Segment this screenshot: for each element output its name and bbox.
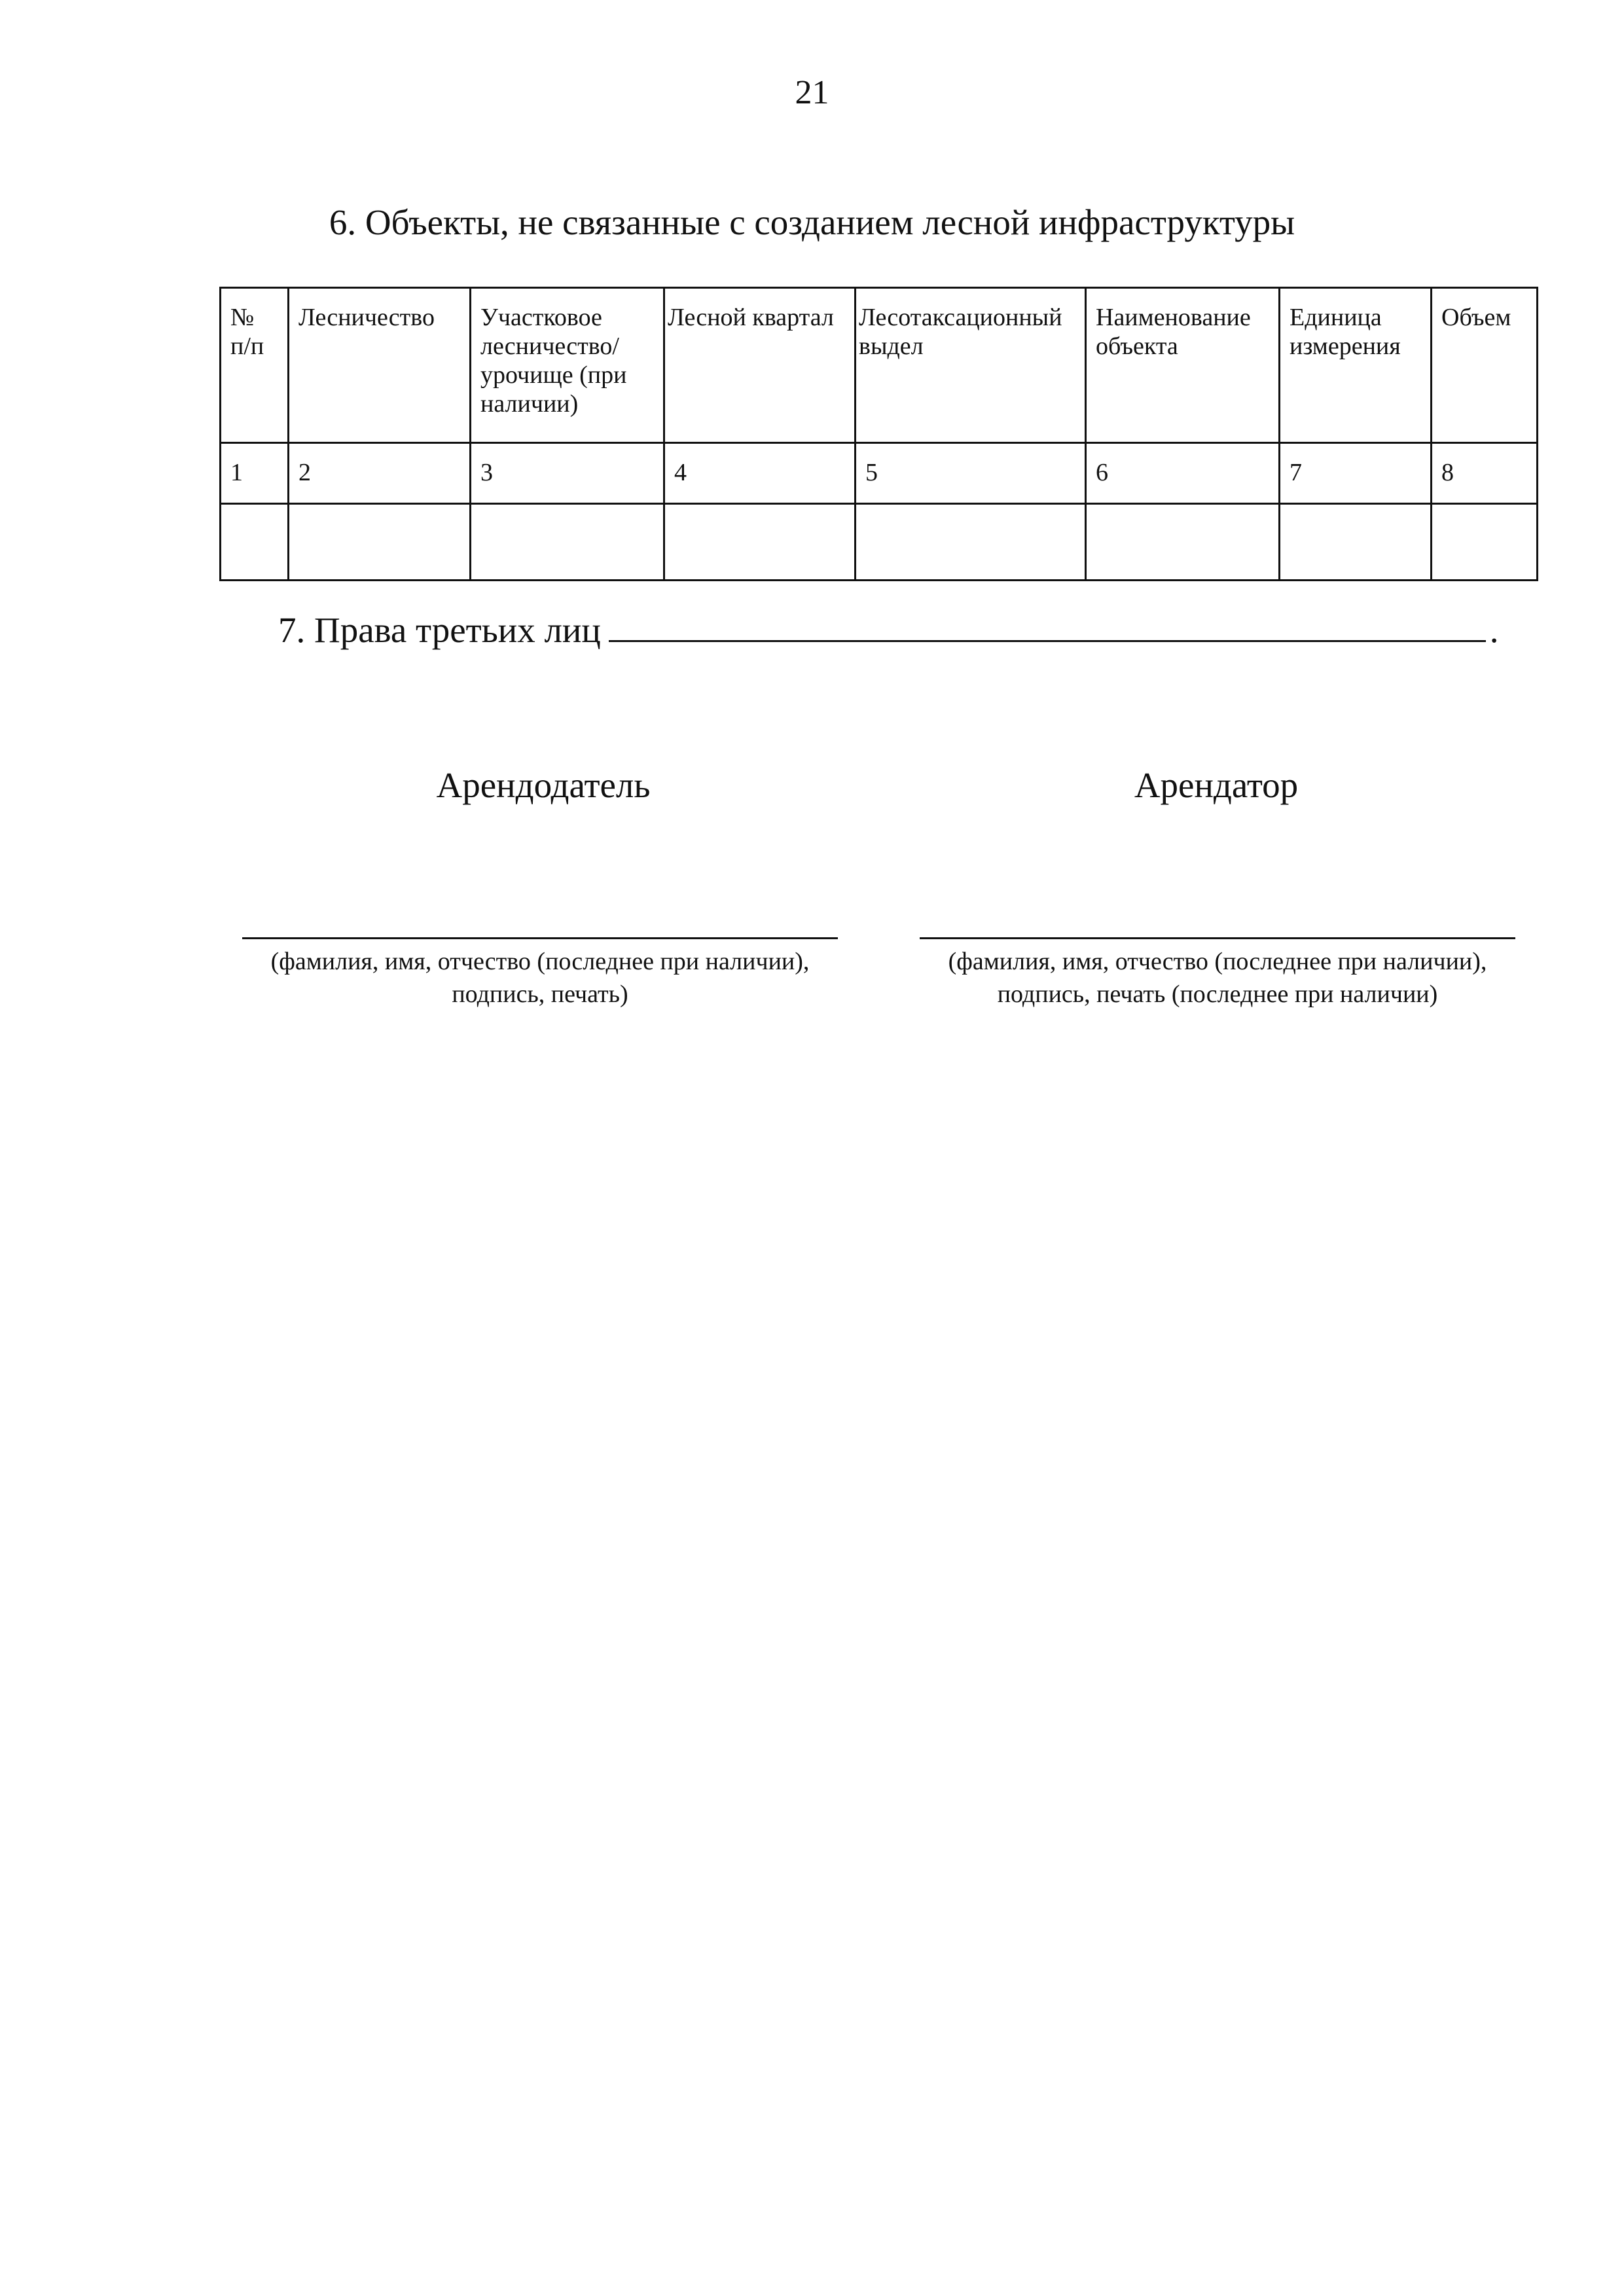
page-number: 21 bbox=[795, 74, 829, 111]
column-number-cell: 4 bbox=[664, 443, 856, 504]
table-column-number-row bbox=[221, 443, 1538, 504]
lessor-caption-line-1: (фамилия, имя, отчество (последнее при наличии), bbox=[270, 948, 810, 975]
empty-cell bbox=[664, 504, 856, 581]
header-cell-taxation-unit: Лесотаксационный выдел bbox=[856, 288, 1086, 443]
third-party-rights-blank-line bbox=[609, 607, 1486, 642]
header-cell-volume: Объем bbox=[1432, 288, 1538, 443]
column-number-cell: 1 bbox=[221, 443, 289, 504]
lessor-caption-line-2: подпись, печать) bbox=[452, 980, 628, 1009]
column-number-cell: 8 bbox=[1432, 443, 1538, 504]
lessee-signature-caption bbox=[887, 945, 1548, 1011]
empty-cell bbox=[221, 504, 289, 581]
column-number-cell: 7 bbox=[1280, 443, 1432, 504]
lessee-caption-line-1: (фамилия, имя, отчество (последнее при наличии), bbox=[948, 948, 1487, 975]
lessee-caption-line-2: подпись, печать (последнее при наличии) bbox=[997, 980, 1438, 1009]
lessor-title: Арендодатель bbox=[436, 765, 651, 805]
empty-cell bbox=[289, 504, 471, 581]
header-cell-forest-quarter: Лесной квартал bbox=[664, 288, 856, 443]
header-cell-unit: Единица измерения bbox=[1280, 288, 1432, 443]
objects-table bbox=[219, 287, 1538, 581]
lessor-signature-caption bbox=[209, 945, 871, 1011]
header-cell-number: № п/п bbox=[221, 288, 289, 443]
section-7-end-mark: . bbox=[1489, 610, 1499, 650]
empty-cell bbox=[856, 504, 1086, 581]
section-7 bbox=[278, 607, 1499, 651]
lessor-signature-line bbox=[242, 937, 838, 939]
column-number-cell: 6 bbox=[1086, 443, 1280, 504]
table-empty-row bbox=[221, 504, 1538, 581]
section-6-title: 6. Объекты, не связанные с созданием лесной инфраструктуры bbox=[329, 202, 1295, 242]
empty-cell bbox=[1086, 504, 1280, 581]
header-cell-district-forestry: Участковое лесничество/ урочище (при наличии) bbox=[471, 288, 664, 443]
empty-cell bbox=[1432, 504, 1538, 581]
lessee-title: Арендатор bbox=[1134, 765, 1299, 805]
section-7-label: 7. Права третьих лиц bbox=[278, 610, 601, 650]
column-number-cell: 5 bbox=[856, 443, 1086, 504]
column-number-cell: 2 bbox=[289, 443, 471, 504]
table-header-row bbox=[221, 288, 1538, 443]
header-cell-forestry: Лесничество bbox=[289, 288, 471, 443]
lessee-signature-line bbox=[920, 937, 1515, 939]
empty-cell bbox=[471, 504, 664, 581]
header-cell-object-name: Наименование объекта bbox=[1086, 288, 1280, 443]
empty-cell bbox=[1280, 504, 1432, 581]
column-number-cell: 3 bbox=[471, 443, 664, 504]
